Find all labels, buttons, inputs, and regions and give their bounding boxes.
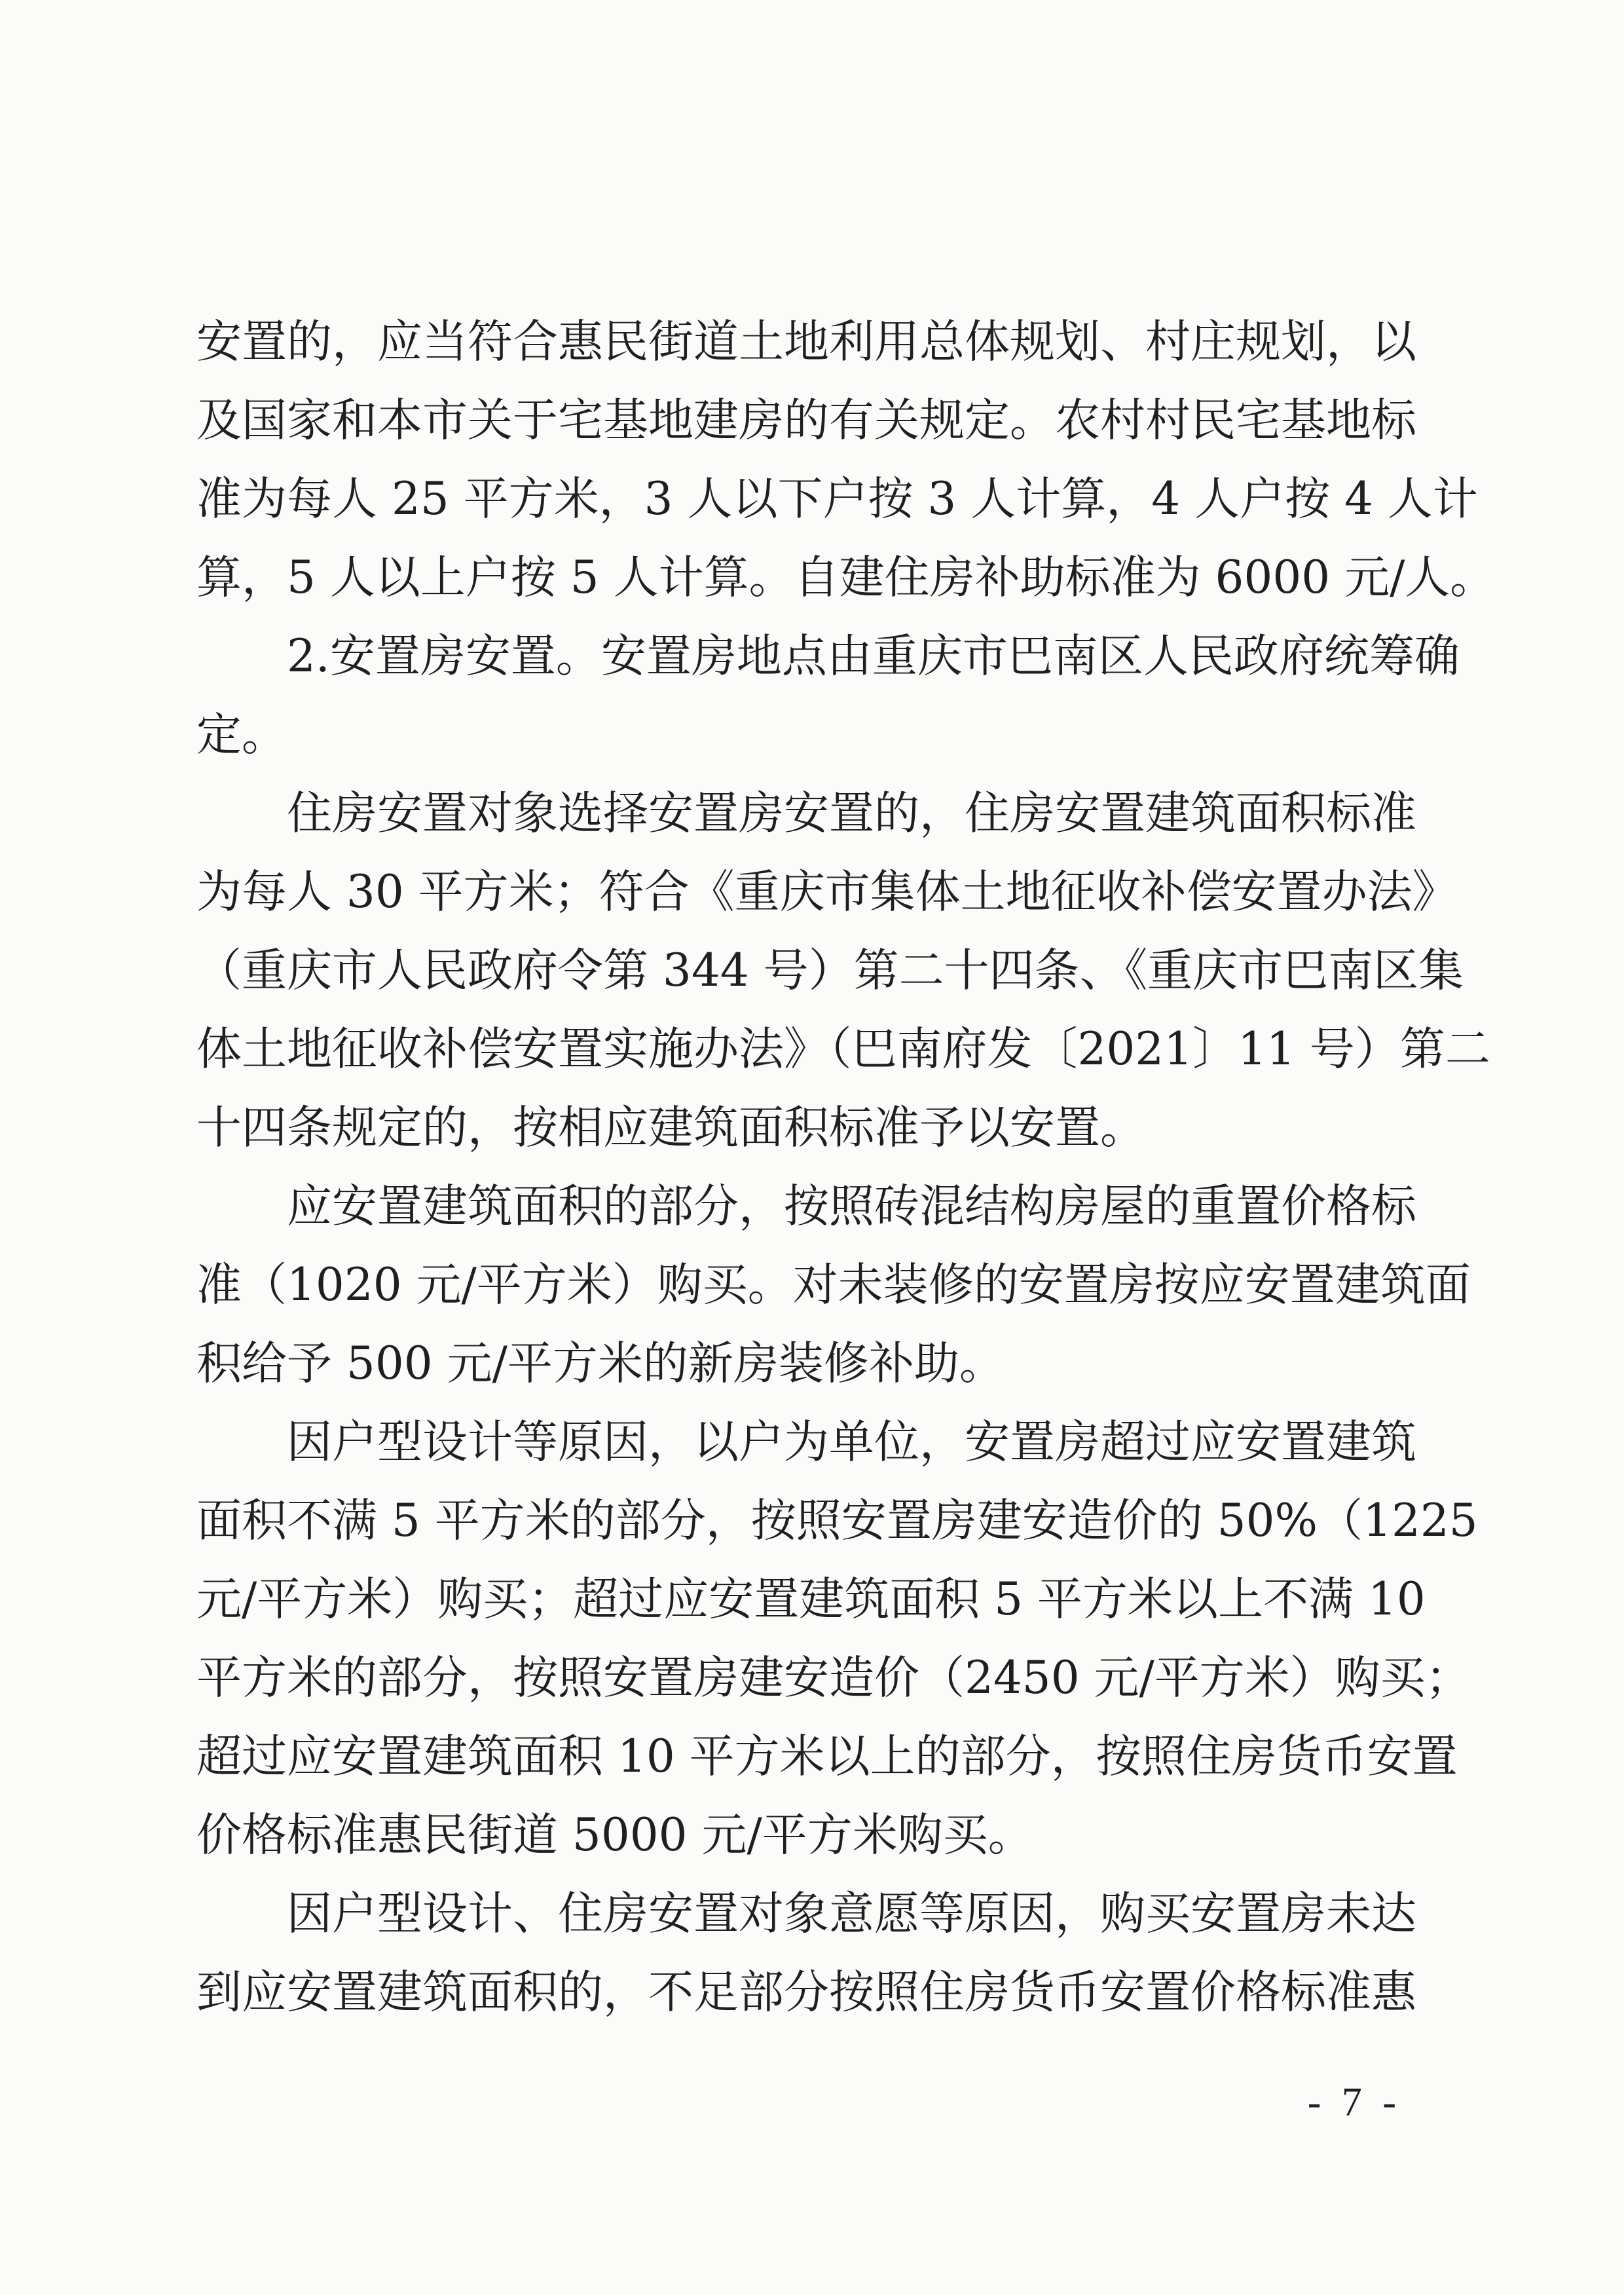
text-line: 积给予 500 元/平方米的新房装修补助。 [196, 1337, 1005, 1390]
text-line: 面积不满 5 平方米的部分，按照安置房建安造价的 50%（1225 [196, 1495, 1478, 1547]
body-text [196, 303, 1496, 2032]
text-line: 因户型设计、住房安置对象意愿等原因，购买安置房未达 [287, 1888, 1416, 1940]
text-line: 2.安置房安置。安置房地点由重庆市巴南区人民政府统筹确 [287, 630, 1460, 682]
text-line: 体土地征收补偿安置实施办法》（巴南府发〔2021〕11 号）第二 [196, 1023, 1490, 1075]
text-line: 及国家和本市关于宅基地建房的有关规定。农村村民宅基地标 [196, 394, 1416, 447]
text-line: 应安置建筑面积的部分，按照砖混结构房屋的重置价格标 [287, 1180, 1416, 1233]
page-number: - 7 - [1307, 2080, 1401, 2125]
text-line: 准（1020 元/平方米）购买。对未装修的安置房按应安置建筑面 [196, 1259, 1471, 1311]
text-line: 安置的，应当符合惠民街道土地利用总体规划、村庄规划，以 [196, 316, 1416, 368]
text-line: 到应安置建筑面积的，不足部分按照住房货币安置价格标准惠 [196, 1966, 1416, 2019]
text-line: 元/平方米）购买；超过应安置建筑面积 5 平方米以上不满 10 [196, 1573, 1426, 1626]
text-line: 为每人 30 平方米；符合《重庆市集体土地征收补偿安置办法》 [196, 866, 1458, 918]
text-line: 价格标准惠民街道 5000 元/平方米购买。 [196, 1809, 1033, 1861]
text-line: 住房安置对象选择安置房安置的，住房安置建筑面积标准 [287, 787, 1416, 840]
text-line: 定。 [196, 709, 287, 761]
text-line: 算，5 人以上户按 5 人计算。自建住房补助标准为 6000 元/人。 [196, 551, 1496, 604]
text-line: （重庆市人民政府令第 344 号）第二十四条、《重庆市巴南区集 [196, 944, 1464, 997]
text-line: 十四条规定的，按相应建筑面积标准予以安置。 [196, 1102, 1145, 1154]
text-line: 准为每人 25 平方米，3 人以下户按 3 人计算，4 人户按 4 人计 [196, 473, 1478, 525]
text-line: 超过应安置建筑面积 10 平方米以上的部分，按照住房货币安置 [196, 1730, 1458, 1783]
text-line: 平方米的部分，按照安置房建安造价（2450 元/平方米）购买； [196, 1652, 1471, 1704]
text-line: 因户型设计等原因，以户为单位，安置房超过应安置建筑 [287, 1416, 1416, 1468]
